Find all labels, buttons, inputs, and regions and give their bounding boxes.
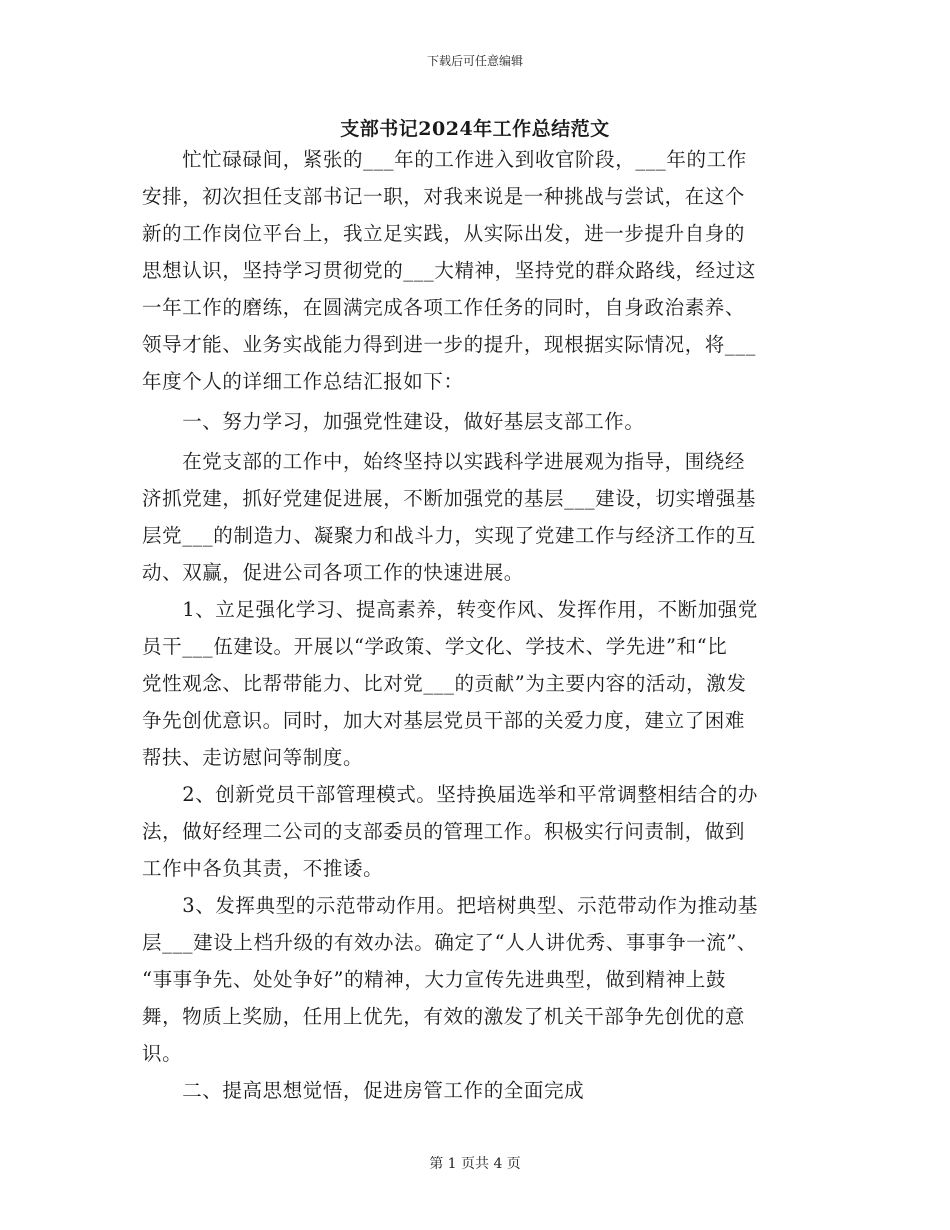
- body-line: 层党___的制造力、凝聚力和战斗力，实现了党建工作与经济工作的互: [142, 524, 756, 547]
- body-line: 舞，物质上奖励，任用上优先，有效的激发了机关干部争先创优的意: [142, 1005, 746, 1028]
- body-line: 识。: [142, 1042, 183, 1065]
- body-line: 济抓党建，抓好党建促进展，不断加强党的基层___建设，切实增强基: [142, 487, 756, 510]
- body-line: 3、发挥典型的示范带动作用。把培树典型、示范带动作为推动基: [142, 894, 759, 917]
- body-line: 2、创新党员干部管理模式。坚持换届选举和平常调整相结合的办: [142, 783, 759, 806]
- body-line: “事事争先、处处争好”的精神，大力宣传先进典型，做到精神上鼓: [142, 968, 726, 991]
- body-line: 层___建设上档升级的有效办法。确定了“人人讲优秀、事事争一流”、: [142, 931, 757, 954]
- body-line: 法，做好经理二公司的支部委员的管理工作。积极实行问责制，做到: [142, 820, 746, 843]
- document-title: 支部书记2024年工作总结范文: [340, 118, 610, 140]
- body-line: 在党支部的工作中，始终坚持以实践科学进展观为指导，围绕经: [142, 450, 746, 473]
- section-heading: 二、提高思想觉悟，促进房管工作的全面完成: [142, 1079, 585, 1102]
- section-heading: 一、努力学习，加强党性建设，做好基层支部工作。: [142, 410, 645, 433]
- body-line: 安排，初次担任支部书记一职，对我来说是一种挑战与尝试，在这个: [142, 185, 746, 208]
- body-line: 一年工作的磨练，在圆满完成各项工作任务的同时，自身政治素养、: [142, 296, 746, 319]
- body-line: 1、立足强化学习、提高素养，转变作风、发挥作用，不断加强党: [142, 598, 759, 621]
- body-line: 帮扶、走访慰问等制度。: [142, 746, 364, 769]
- body-line: 思想认识，坚持学习贯彻党的___大精神，坚持党的群众路线，经过这: [142, 259, 756, 282]
- body-line: 争先创优意识。同时，加大对基层党员干部的关爱力度，建立了困难: [142, 709, 746, 732]
- body-line: 员干___伍建设。开展以“学政策、学文化、学技术、学先进”和“比: [142, 635, 728, 658]
- page-footer: 第 1 页共 4 页: [429, 1156, 521, 1172]
- body-line: 动、双赢，促进公司各项工作的快速进展。: [142, 561, 524, 584]
- body-line: 领导才能、业务实战能力得到进一步的提升，现根据实际情况，将___: [142, 333, 756, 356]
- body-line: 忙忙碌碌间，紧张的___年的工作进入到收官阶段，___年的工作: [142, 148, 747, 171]
- body-line: 工作中各负其责，不推诿。: [142, 857, 384, 880]
- body-line: 新的工作岗位平台上，我立足实践，从实际出发，进一步提升自身的: [142, 222, 746, 245]
- page-header: 下载后可任意编辑: [426, 54, 523, 68]
- body-line: 年度个人的详细工作总结汇报如下：: [142, 370, 464, 393]
- body-line: 党性观念、比帮带能力、比对党___的贡献”为主要内容的活动，激发: [142, 672, 747, 695]
